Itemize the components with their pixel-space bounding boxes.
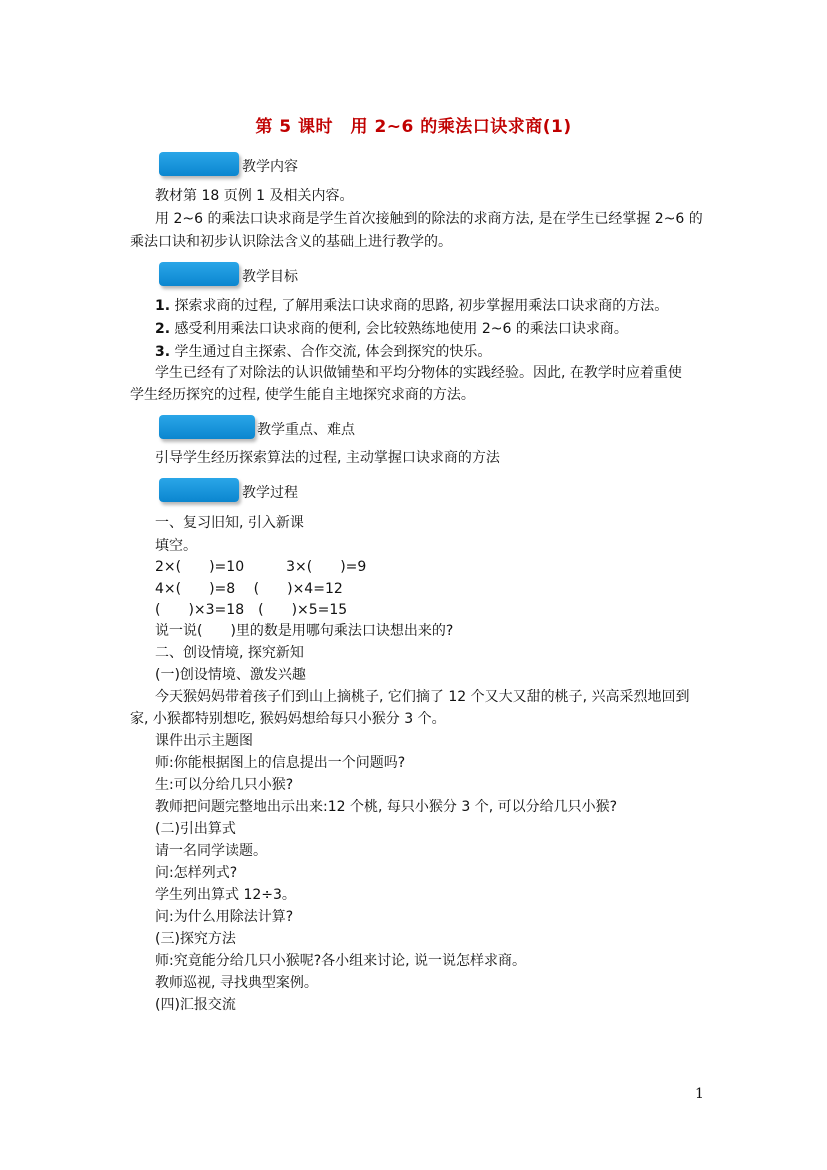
content-line: 教材第 18 页例 1 及相关内容。: [155, 188, 354, 204]
goal-number: 2.: [155, 321, 171, 337]
keypoints-line: 引导学生经历探索算法的过程, 主动掌握口诀求商的方法: [155, 450, 500, 466]
goal-item: [155, 318, 628, 341]
process-line: 说一说( )里的数是用哪句乘法口诀想出来的?: [155, 623, 454, 639]
process-line: 师:究竟能分给几只小猴呢?各小组来讨论, 说一说怎样求商。: [155, 953, 527, 969]
process-line: 家, 小猴都特别想吃, 猴妈妈想给每只小猴分 3 个。: [130, 711, 446, 727]
section-label-keypoints: 教学重点、难点: [257, 422, 355, 438]
exercise-line: 2×( )=10 3×( )=9: [155, 559, 367, 575]
process-line: 教师巡视, 寻找典型案例。: [155, 975, 318, 991]
goal-text: 学生通过自主探索、合作交流, 体会到探究的快乐。: [170, 344, 492, 360]
section-header-bar: [159, 415, 255, 439]
process-line: (三)探究方法: [155, 931, 236, 947]
goal-text: 探索求商的过程, 了解用乘法口诀求商的思路, 初步掌握用乘法口诀求商的方法。: [170, 298, 669, 314]
content-line: 乘法口诀和初步认识除法含义的基础上进行教学的。: [130, 234, 452, 250]
process-line: 学生列出算式 12÷3。: [155, 887, 296, 903]
section-header-bar: [159, 478, 239, 502]
process-line: (四)汇报交流: [155, 997, 236, 1013]
goal-item: [155, 295, 668, 318]
process-line: 今天猴妈妈带着孩子们到山上摘桃子, 它们摘了 12 个又大又甜的桃子, 兴高采烈地回到: [155, 689, 690, 705]
process-line: 问:为什么用除法计算?: [155, 909, 294, 925]
section-label-content: 教学内容: [242, 159, 298, 175]
process-line: 师:你能根据图上的信息提出一个问题吗?: [155, 755, 406, 771]
page-number: 1: [695, 1086, 704, 1102]
process-line: 一、复习旧知, 引入新课: [155, 515, 304, 531]
section-header-process: [159, 478, 359, 502]
section-label-goals: 教学目标: [242, 269, 298, 285]
goal-text: 感受利用乘法口诀求商的便利, 会比较熟练地使用 2~6 的乘法口诀求商。: [170, 321, 628, 337]
section-header-content: [159, 152, 359, 176]
process-line: 教师把问题完整地出示出来:12 个桃, 每只小猴分 3 个, 可以分给几只小猴?: [155, 799, 618, 815]
process-line: 二、创设情境, 探究新知: [155, 645, 304, 661]
goal-item: [155, 341, 491, 364]
goals-line: 学生已经有了对除法的认识做铺垫和平均分物体的实践经验。因此, 在教学时应着重使: [155, 365, 682, 381]
process-line: 生:可以分给几只小猴?: [155, 777, 294, 793]
exercise-line: 4×( )=8 ( )×4=12: [155, 581, 343, 597]
process-line: 课件出示主题图: [155, 733, 253, 749]
process-line: 请一名同学读题。: [155, 843, 267, 859]
goal-number: 1.: [155, 298, 171, 314]
section-header-bar: [159, 152, 239, 176]
goals-line: 学生经历探究的过程, 使学生能自主地探究求商的方法。: [130, 387, 475, 403]
process-line: 填空。: [155, 538, 197, 554]
process-line: (一)创设情境、激发兴趣: [155, 667, 306, 683]
content-line: 用 2~6 的乘法口诀求商是学生首次接触到的除法的求商方法, 是在学生已经掌握 2~6 的: [155, 211, 703, 227]
section-label-process: 教学过程: [242, 485, 298, 501]
goal-number: 3.: [155, 344, 171, 360]
section-header-keypoints: [159, 415, 419, 439]
page-title: 第 5 课时 用 2~6 的乘法口诀求商(1): [255, 117, 572, 137]
section-header-goals: [159, 262, 359, 286]
exercise-line: ( )×3=18 ( )×5=15: [155, 602, 348, 618]
process-line: 问:怎样列式?: [155, 865, 238, 881]
section-header-bar: [159, 262, 239, 286]
process-line: (二)引出算式: [155, 821, 236, 837]
